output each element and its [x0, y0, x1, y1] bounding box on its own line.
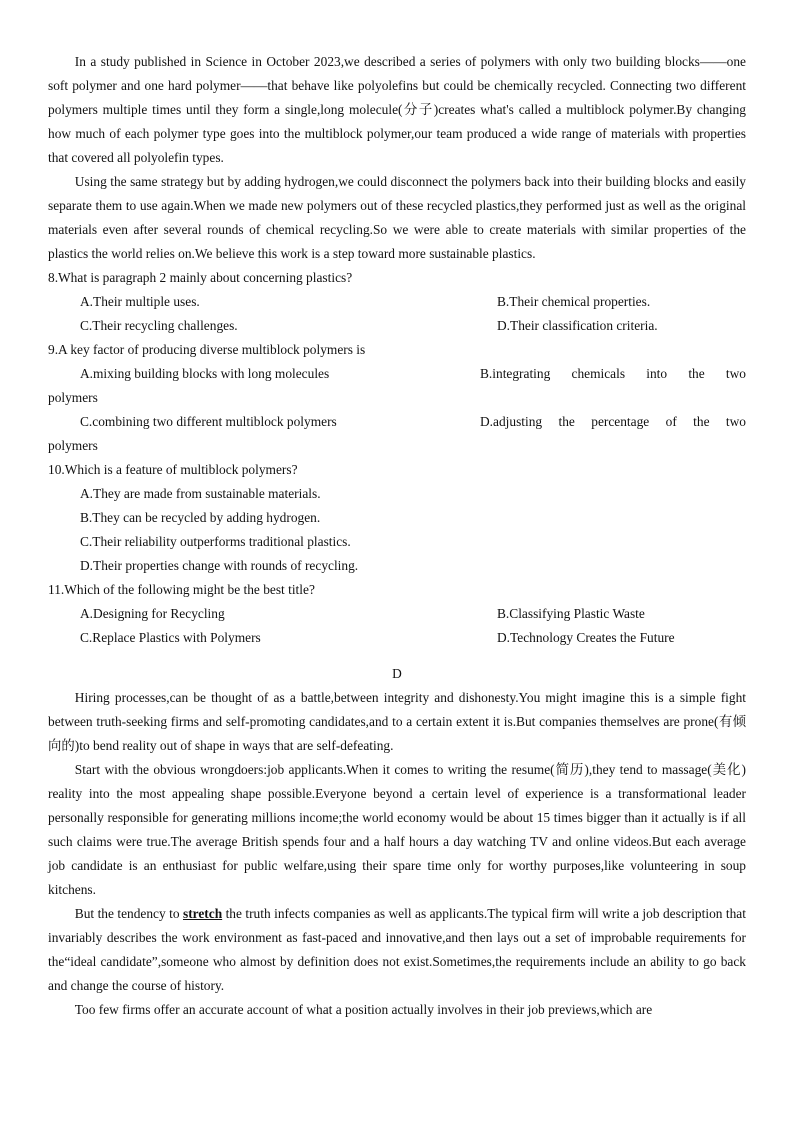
question-8-option-a: A.Their multiple uses. — [80, 294, 200, 309]
section-d-paragraph-3-end: the truth infects companies as well as applicants.The typical firm will write a job description that invariably describes the work environment as fast-paced and innovative,and then lays out a set of improbable requirements for the“ideal candidate”,someone who almost by definition does not exist.Sometimes,the requirements include an ability to go back and change the course of history. — [48, 906, 746, 993]
section-d-title: D — [392, 666, 402, 681]
question-11-option-a: A.Designing for Recycling — [80, 606, 225, 621]
question-11-option-b: B.Classifying Plastic Waste — [497, 606, 645, 621]
question-8-option-c: C.Their recycling challenges. — [80, 318, 238, 333]
question-10-option-c: C.Their reliability outperforms traditional plastics. — [80, 534, 351, 549]
question-9-option-b-continued: polymers — [48, 390, 98, 405]
highlighted-word-stretch: stretch — [182, 906, 223, 921]
question-9-option-d: D.adjusting the percentage of the two — [480, 414, 746, 429]
question-11-options-row-2 — [48, 626, 746, 650]
question-11-stem: 11.Which of the following might be the best title? — [48, 582, 315, 597]
section-d-paragraph-1: Hiring processes,can be thought of as a battle,between integrity and dishonesty.You might imagine this is a simple fight between truth-seeking firms and self-promoting candidates,and to a certain extent it is.But companies themselves are prone(有倾向的)to bend reality out of shape in ways that are self-defeating. — [48, 690, 746, 753]
passage-c-paragraph-1: In a study published in Science in October 2023,we described a series of polymers with only two building blocks——one soft polymer and one hard polymer——that behave like polyolefins but could be chemically recycled. Connecting two different polymers multiple times until they form a single,long molecule(分子)creates what's called a multiblock polymer.By changing how much of each polymer type goes into the multiblock polymer,our team produced a wide range of materials with properties that covered all polyolefin types. — [48, 54, 746, 165]
question-9-option-b: B.integrating chemicals into the two — [480, 366, 746, 381]
question-9-option-d-continued: polymers — [48, 438, 98, 453]
question-10-stem: 10.Which is a feature of multiblock polymers? — [48, 462, 298, 477]
question-8-options-row-1 — [48, 290, 746, 314]
question-10-option-b: B.They can be recycled by adding hydrogen. — [80, 510, 321, 525]
question-9-options-row-2 — [48, 410, 746, 434]
section-d-paragraph-3 — [48, 902, 746, 998]
question-10-option-a: A.They are made from sustainable materials. — [80, 486, 321, 501]
exam-page — [48, 50, 746, 1022]
passage-c-paragraph-2: Using the same strategy but by adding hydrogen,we could disconnect the polymers back into their building blocks and easily separate them to use again.When we made new polymers out of these recycled plastics,they performed just as well as the original materials even after several rounds of chemical recycling.So we were able to create materials with similar properties of the plastics the world relies on.We believe this work is a step toward more sustainable plastics. — [48, 174, 746, 261]
question-8-option-d: D.Their classification criteria. — [497, 318, 658, 333]
question-10-option-d: D.Their properties change with rounds of recycling. — [80, 558, 359, 573]
question-11-option-d: D.Technology Creates the Future — [497, 630, 675, 645]
question-11-options-row-1 — [48, 602, 746, 626]
section-d-paragraph-2: Start with the obvious wrongdoers:job applicants.When it comes to writing the resume(简历),they tend to massage(美化) reality into the most appealing shape possible.Everyone beyond a certain level of experience is a transformational leader personally responsible for generating millions income;the world economy would be about 15 times bigger than it actually is if all such claims were true.The average British spends four and a half hours a day watching TV and online videos.But each average job candidate is an enthusiast for public welfare,using their spare time only for worthy purposes,like volunteering in soup kitchens. — [48, 762, 746, 897]
section-d-paragraph-4: Too few firms offer an accurate account of what a position actually involves in their job previews,which are — [74, 1002, 653, 1017]
question-9-options-row-1 — [48, 362, 746, 386]
question-8-stem: 8.What is paragraph 2 mainly about concerning plastics? — [48, 270, 353, 285]
question-9-option-c: C.combining two different multiblock polymers — [80, 414, 337, 429]
question-9-option-a: A.mixing building blocks with long molecules — [80, 366, 330, 381]
question-11-option-c: C.Replace Plastics with Polymers — [80, 630, 261, 645]
question-8-options-row-2 — [48, 314, 746, 338]
question-9-stem: 9.A key factor of producing diverse multiblock polymers is — [48, 342, 366, 357]
question-8-option-b: B.Their chemical properties. — [497, 294, 651, 309]
section-d-paragraph-3-start: But the tendency to — [74, 906, 183, 921]
